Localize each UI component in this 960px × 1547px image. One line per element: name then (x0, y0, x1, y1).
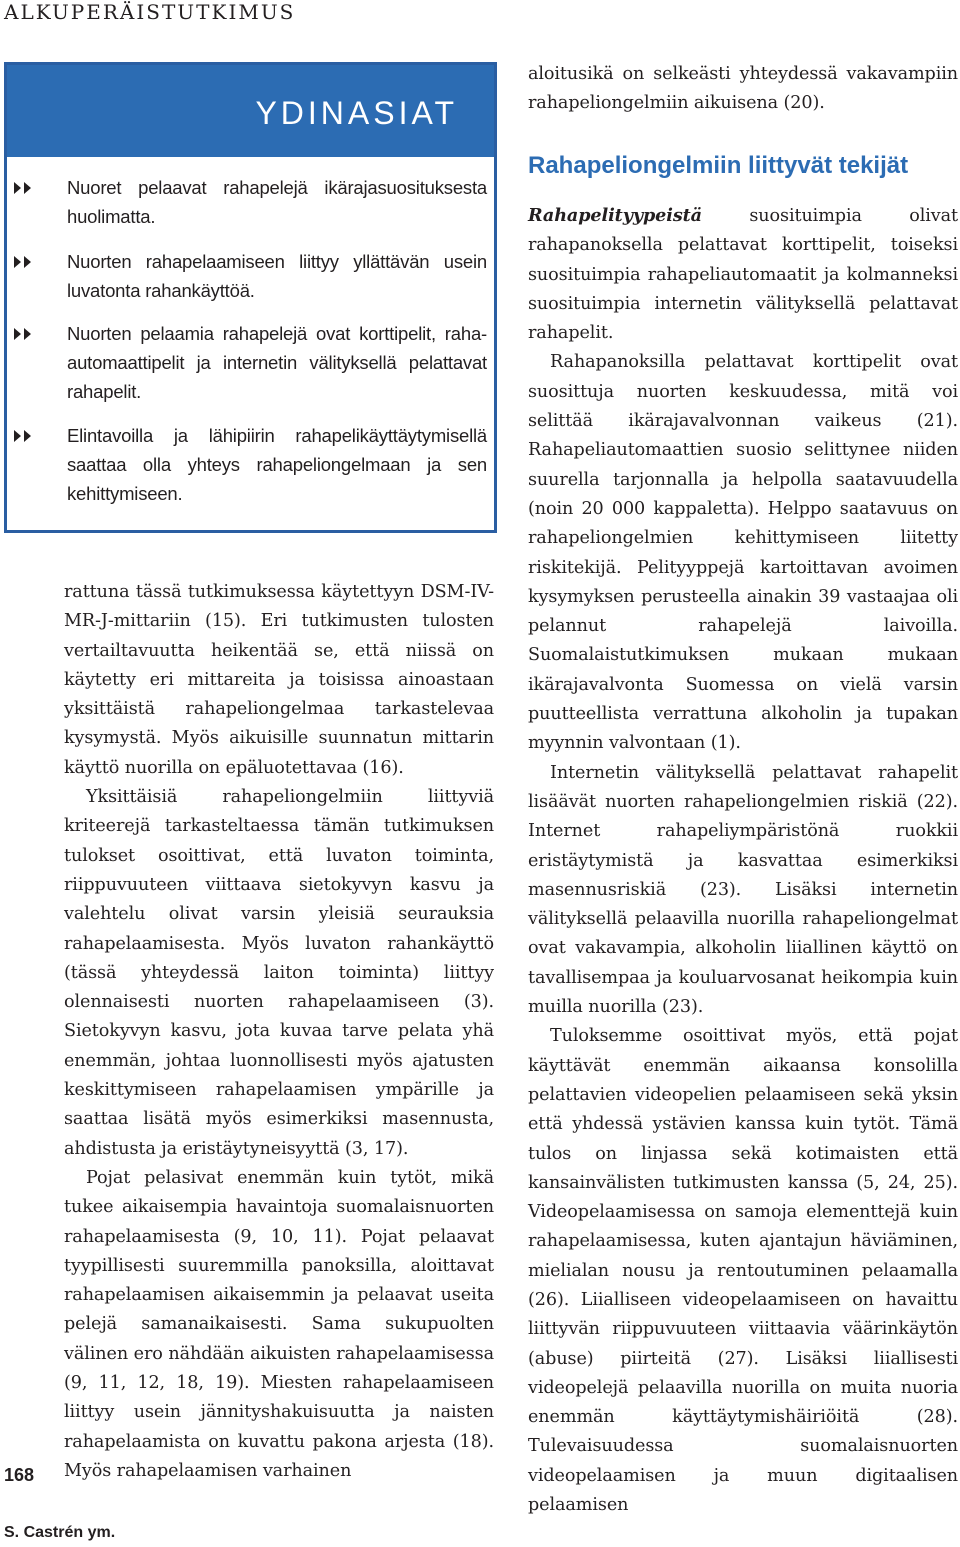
body-paragraph (528, 201, 958, 348)
right-column-continuation (528, 60, 958, 119)
key-point (67, 247, 487, 305)
running-head: ALKUPERÄISTUTKIMUS (4, 0, 296, 24)
double-chevron-right-icon (13, 181, 37, 195)
key-point-text: Nuoret pelaavat rahapelejä ikärajasuosituksesta huolimatta. (67, 177, 487, 227)
body-paragraph: Tuloksemme osoittivat myös, että pojat käyttävät enemmän aikaansa konsolilla pelattavien videopelien pelaamiseen sekä yksin että yhdessä ystävien kanssa kuin tytöt. Tämä tulos on linjassa sekä kotimaisten että kansainvälisten tutkimusten kanssa (5, 24, 25). Videopelaamisessa on samoja elementtejä kuin rahapelaamisessa, kuten ajantajun häviäminen, mielialan nousu ja rentoutuminen pelaamalla (26). Liialliseen videopelaamiseen on havaittu liittyvän riippuvuuteen viittaavia väärinkäytön (abuse) piirteitä (27). Lisäksi liiallisesti videopelejä pelaavilla nuorilla on muita nuoria enemmän käyttäytymishäiriöitä (28). Tulevaisuudessa suomalaisnuorten videopelaamisen ja muun digitaalisen pelaamisen (528, 1026, 958, 1516)
key-point (67, 173, 487, 231)
author-footer: S. Castrén ym. (4, 1524, 116, 1541)
key-points-header (7, 65, 494, 157)
double-chevron-right-icon (13, 429, 37, 443)
key-point-text: Nuorten pelaamia rahapelejä ovat korttipelit, raha-automaattipelit ja internetin välityksellä pelattavat rahapelit. (67, 323, 487, 402)
key-point (67, 421, 487, 508)
body-paragraph: Rahapanoksilla pelattavat korttipelit ovat suosittuja nuorten keskuudessa, mitä voi selittää ikärajavalvonnan vaikeus (21). Rahapeliautomaattien suosio selittynee niiden suurella tarjonnalla ja helpolla saatavuudella (noin 20 000 kappaletta). Helppo saatavuus on rahapeliongelmien kehittymiseen liitetty riskitekijä. Pelityyppejä kartoittavan avoimen kysymyksen perusteella ainakin 39 vastaajaa oli pelannut rahapelejä laivoilla. Suomalaistutkimuksen mukaan mukaan ikärajavalvonta Suomessa on vielä varsin puutteellista verrattuna alkoholin ja tupakan myynnin valvontaan (1). (528, 352, 958, 754)
left-column (64, 578, 494, 1486)
key-points-box (4, 62, 497, 533)
page-number: 168 (4, 1465, 35, 1485)
lead-term: Rahapelityypeistä (528, 205, 702, 226)
key-point (67, 319, 487, 406)
key-point-text: Elintavoilla ja lähipiirin rahapelikäyttäytymisellä saattaa olla yhteys rahapeliongelmaan ja sen kehittymiseen. (67, 425, 487, 504)
key-point-text: Nuorten rahapelaamiseen liittyy yllättävän usein luvatonta rahankäyttöä. (67, 251, 487, 301)
lead-paragraph-text: suosituimpia olivat rahapanoksella pelattavat korttipelit, toiseksi suosituimpia rahapeliautomaatit ja kolmanneksi suosituimpia internetin välityksellä pelattavat rahapelit. (528, 206, 958, 344)
body-paragraph: Yksittäisiä rahapeliongelmiin liittyviä kriteerejä tarkasteltaessa tämän tutkimuksen tulokset osoittivat, että luvaton toiminta, riippuvuuteen viittaava sietokyvyn kasvu ja valehtelu olivat varsin yleisiä seurauksia rahapelaamisesta. Myös luvaton rahankäyttö (tässä yhteydessä laiton toiminta) liittyy olennaisesti nuorten rahapelaamiseen (3). Sietokyvyn kasvu, jota kuvaa tarve pelata yhä enemmän, johtaa luonnollisesti myös ajatusten keskittymiseen rahapelaamisen ympärille ja saattaa lisätä myös esimerkiksi masennusta, ahdistusta ja eristäytyneisyyttä (3, 17). (64, 787, 494, 1159)
body-paragraph: rattuna tässä tutkimuksessa käytettyyn DSM-IV-MR-J-mittariin (15). Eri tutkimusten tulosten vertailtavuutta heikentää se, että niissä on käytetty eri mittareita ja toisissa ainoastaan yksittäistä rahapeliongelmaa tarkastelevaa kysymystä. Myös aikuisille suunnatun mittarin käyttö nuorilla on epäluotettavaa (16). (64, 582, 494, 778)
body-paragraph: Pojat pelasivat enemmän kuin tytöt, mikä tukee aikaisempia havaintoja suomalaisnuorten rahapelaamisesta (9, 10, 11). Pojat pelaavat tyypillisesti suuremmilla panoksilla, aloittavat rahapelaamisen aikaisemmin ja pelaavat useita pelejä samanaikaisesti. Sama sukupuolten välinen ero nähdään aikuisten rahapelaamisessa (9, 11, 12, 18, 19). Miesten rahapelaamiseen liittyy usein jännityshakuisuutta ja naisten rahapelaamista on kuvattu pakona arjesta (18). Myös rahapelaamisen varhainen (64, 1167, 494, 1481)
right-column (528, 201, 958, 1520)
key-points-title: YDINASIAT (255, 95, 458, 131)
body-paragraph: Internetin välityksellä pelattavat rahapelit lisäävät nuorten rahapeliongelmien riskiä (22). Internet rahapeliympäristönä ruokkii eristäytymistä ja kasvattaa esimerkiksi masennusriskiä (23). Lisäksi internetin välityksellä pelaavilla nuorilla rahapeliongelmat ovat vakavampia, alkoholin liiallinen käyttö on tavallisempaa ja kouluarvosanat heikompia kuin muilla nuorilla (23). (528, 762, 958, 1018)
double-chevron-right-icon (13, 255, 37, 269)
double-chevron-right-icon (13, 327, 37, 341)
section-heading: Rahapeliongelmiin liittyvät tekijät (528, 152, 909, 179)
body-paragraph: aloitusikä on selkeästi yhteydessä vakavampiin rahapeliongelmiin aikuisena (20). (528, 64, 958, 114)
